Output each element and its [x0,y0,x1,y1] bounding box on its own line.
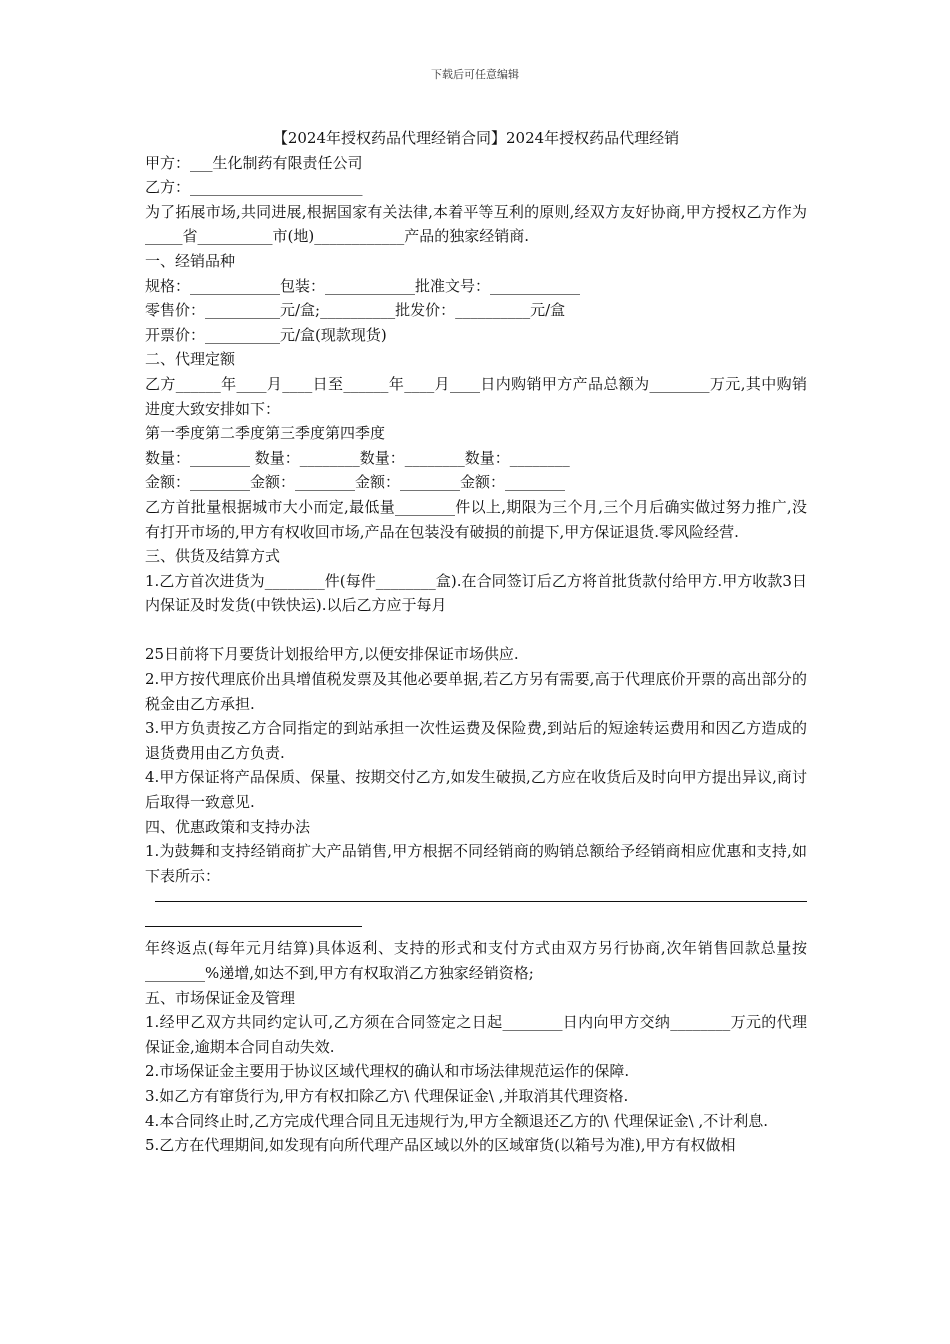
intro-paragraph: 为了拓展市场,共同进展,根据国家有关法律,本着平等互利的原则,经双方友好协商,甲方授权乙方作为_____省__________市(地)____________产品的独家经销商. [145,202,807,246]
quarters-line: 第一季度第二季度第三季度第四季度 [145,424,386,443]
supply-paragraph-4: 4.甲方保证将产品保质、保量、按期交付乙方,如发生破损,乙方应在收货后及时向甲方提出异议,商讨后取得一致意见. [145,768,807,812]
section-2-title: 二、代理定额 [145,350,236,369]
section-4-title: 四、优惠政策和支持办法 [145,817,311,836]
retail-price-line: 零售价：__________元/盒;__________批发价：__________元/盒 [145,301,566,320]
document-body [145,126,807,1158]
quota-paragraph: 乙方______年____月____日至______年____月____日内购销甲方产品总额为________万元,其中购销进度大致安排如下： [145,374,807,418]
table-top-rule [155,901,807,902]
incentive-paragraph-1: 1.为鼓舞和支持经销商扩大产品销售,甲方根据不同经销商的购销总额给予经销商相应优惠和支持,如下表所示： [145,842,807,885]
spec-line: 规格：____________包装：____________批准文号：____________ [145,276,581,295]
deposit-paragraph-4: 4.本合同终止时,乙方完成代理合同且无违规行为,甲方全额退还乙方的\ 代理保证金\ ,不计利息. [145,1111,769,1130]
quantity-line: 数量：________ 数量：________数量：________数量：________ [145,448,570,467]
supply-paragraph-2: 2.甲方按代理底价出具增值税发票及其他必要单据,若乙方另有需要,高于代理底价开票的高出部分的税金由乙方承担. [145,670,807,713]
amount-line: 金额：________金额：________金额：________金额：________ [145,473,566,492]
deposit-paragraph-2: 2.市场保证金主要用于协议区域代理权的确认和市场法律规范运作的保障. [145,1062,630,1081]
rebate-paragraph: 年终返点(每年元月结算)具体返利、支持的形式和支付方式由双方另行协商,次年销售回款总量按________%递增,如达不到,甲方有权取消乙方独家经销资格; [145,939,807,982]
deposit-paragraph-3: 3.如乙方有窜货行为,甲方有权扣除乙方\ 代理保证金\ ,并取消其代理资格. [145,1086,629,1105]
deposit-paragraph-1: 1.经甲乙双方共同约定认可,乙方须在合同签定之日起________日内向甲方交纳________万元的代理保证金,逾期本合同自动失效. [145,1013,807,1056]
invoice-price-line: 开票价：__________元/盒(现款现货) [145,325,387,344]
supply-paragraph-3: 3.甲方负责按乙方合同指定的到站承担一次性运费及保险费,到站后的短途转运费用和因乙方造成的退货费用由乙方负责. [145,719,807,762]
blank-line [145,618,807,643]
document-title: 【2024年授权药品代理经销合同】2024年授权药品代理经销 [272,129,680,147]
first-batch-paragraph: 乙方首批量根据城市大小而定,最低量________件以上,期限为三个月,三个月后确实做过努力推广,没有打开市场的,甲方有权收回市场,产品在包装没有破损的前提下,甲方保证退货.零风险经营. [145,497,807,541]
section-5-title: 五、市场保证金及管理 [145,988,296,1007]
page-header: 下载后可任意编辑 [431,68,519,81]
supply-paragraph-1-continued: 25日前将下月要货计划报给甲方,以便安排保证市场供应. [145,645,519,664]
section-3-title: 三、供货及结算方式 [145,547,281,566]
section-1-title: 一、经销品种 [145,251,236,270]
party-b: 乙方：_______________________ [145,178,363,197]
party-a: 甲方：___生化制药有限责任公司 [145,153,363,172]
deposit-paragraph-5: 5.乙方在代理期间,如发现有向所代理产品区域以外的区域窜货(以箱号为准),甲方有权做相 [145,1136,736,1155]
supply-paragraph-1: 1.乙方首次进货为________件(每件________盒).在合同签订后乙方将首批货款付给甲方.甲方收款3日内保证及时发货(中铁快运).以后乙方应于每月 [145,571,807,615]
table-bottom-rule [145,926,362,927]
